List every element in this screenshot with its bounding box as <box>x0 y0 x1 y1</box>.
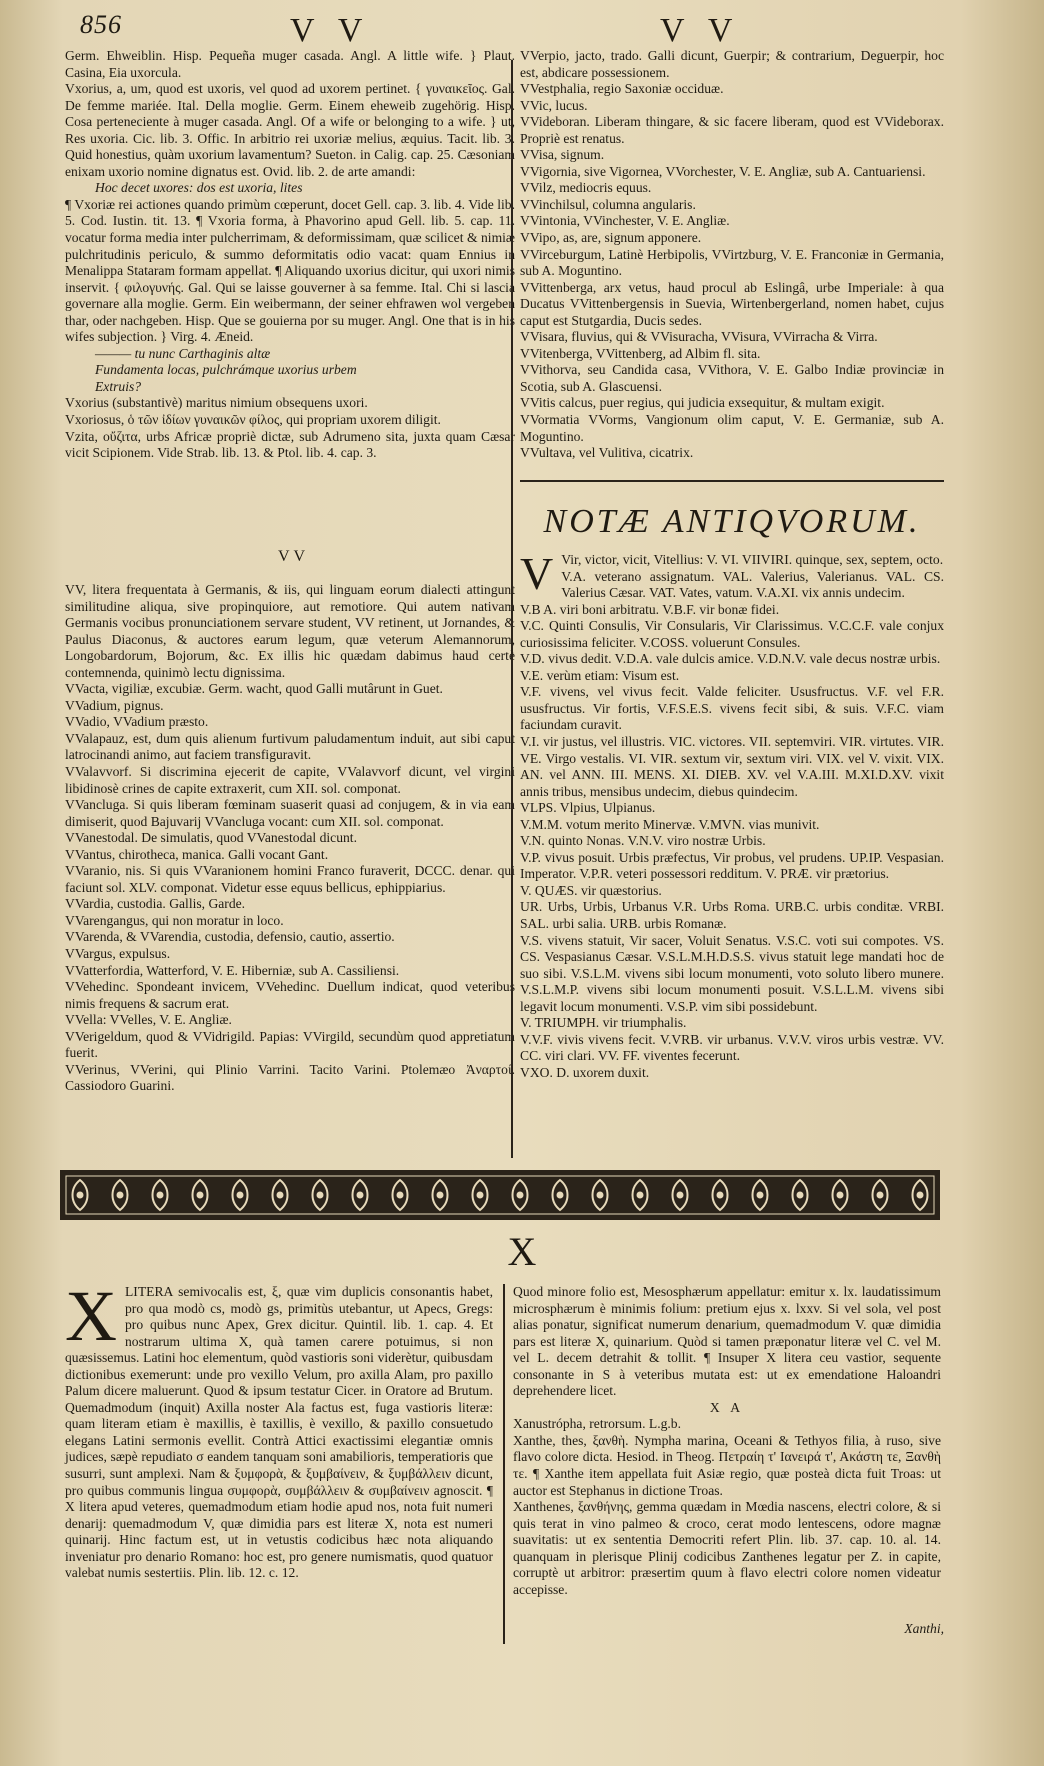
fleuron-dot <box>157 1192 163 1198</box>
entry: VVisa, signum. <box>520 147 605 163</box>
verse-quote: Hoc decet uxores: dos est uxoria, lites <box>95 180 303 196</box>
running-head-left: V V <box>290 12 371 49</box>
notae-title: NOTÆ ANTIQVORUM. <box>543 503 921 540</box>
drop-capital: V <box>520 548 554 599</box>
entry: VVultava, vel Vulitiva, cicatrix. <box>520 445 694 461</box>
entry: Xanthenes, ξανθήνης, gemma quædam in Mœdia nascens, electri colore, & si quis terat in vino palmeo & croco, cerat modo lentescens, odore magnæ suavitatis: ut ex sententia Democriti refert Plin. lib. 37. cap. 10. al. 14. quanquam in plerisque Plinij codicibus Zanthenes legatur per Z. in capite, corruptè ut arbitror: præsertim quum à flavo electri colore nomen videatur accepisse. <box>513 1499 941 1597</box>
entry: VV, litera frequentata à Germanis, & iis, qui linguam eorum dialecti attingunt similitudine aliqua, sive propinquiore, aut remotiore. Qui autem nativam Germanis vocibus pronunciationem servare student, VV retinent, ut Jornandes, & Paulus Diaconus, & auctores earum legum, quæ veterum Alemannorum, Longobardorum, Bojorum, &c. Ex illis hic quædam dabimus haud certè contemnenda, quinimò lectu dignissima. <box>65 582 515 680</box>
fleuron-dot <box>797 1192 803 1198</box>
entry: V.M.M. votum merito Minervæ. V.MVN. vias munivit. <box>520 816 820 832</box>
entry: VValavvorf. Si discrimina ejecerit de capite, VValavvorf dicunt, vel virgini libidinosè crines de capite extraxerit, cum XII. sol. componat. <box>65 764 515 796</box>
entry: ¶ Vxoriæ rei actiones quando primùm cœperunt, docet Gell. cap. 3. lib. 4. Vide lib. 5. Cod. Iustin. tit. 13. ¶ Vxoria forma, à Phavorino apud Gell. lib. 5. cap. 11. vocatur forma media inter pulcherrimam, & deformissimam, quæ scilicet & nimiæ pulchritudinis periculo, & summo deformitatis odio vacat: quam Ennius in Menalippa Stataram formam appellat. ¶ Aliquando uxorius dicitur, qui uxori nimis inservit. { φιλογυνής. Gal. Qui se laisse gouverner à sa femme. Ital. Chi si lascia governare alla moglie. Germ. Ein weibermann, der seiner ehfrawen wol vergeben thar, oder nachgeben. Hisp. Que se gouierna por su muger. Angl. One that is in his wifes subjection. } Virg. 4. Æneid. <box>65 196 515 345</box>
column-left-top <box>65 48 515 462</box>
entry: VVarengangus, qui non moratur in loco. <box>65 912 284 928</box>
entry: VValapauz, est, dum quis alienum furtivum paludamentum induit, aut sibi caput latrocinandi animo, aut faciem transfiguravit. <box>65 730 515 763</box>
fleuron-dot <box>877 1192 883 1198</box>
entry: VVantus, chirotheca, manica. Galli vocant Gant. <box>65 846 329 862</box>
verse-quote: Fundamenta locas, pulchrámque uxorius urbem <box>95 362 357 378</box>
column-divider <box>503 1284 505 1644</box>
entry: V Vir, victor, vicit, Vitellius: V. VI. VIIVIRI. quinque, sex, septem, octo. <box>520 548 944 599</box>
page-number: 856 <box>80 10 122 39</box>
fleuron-dot <box>277 1192 283 1198</box>
entry: UR. Urbs, Urbis, Urbanus V.R. Urbs Roma. URB.C. urbis conditæ. VRBI. SAL. urbi salia. URB. urbis Romanæ. <box>520 899 944 932</box>
entry: V.E. verùm etiam: Visum est. <box>520 667 680 683</box>
verse-quote: ——— tu nunc Carthaginis altæ <box>95 345 271 361</box>
entry: Xanthe, thes, ξανθὴ. Nympha marina, Oceani & Tethyos filia, à ruso, sive flavo colore dicta. Hesiod. in Theog. Πετραίη τ' Ιανειρά τ', Ακάστη τε, Ξανθὴ τε. ¶ Xanthe item appellata fuit Asiæ regio, quæ posteà dicta fuit Troas: ut auctor est Stephanus in dictione Troas. <box>513 1432 941 1498</box>
fleuron-dot <box>77 1192 83 1198</box>
fleuron-dot <box>237 1192 243 1198</box>
fleuron-dot <box>317 1192 323 1198</box>
entry: VVithorva, seu Candida casa, VVithora, V. E. Galbo Indiæ provinciæ in Scotia, sub A. Glascuensi. <box>520 362 944 394</box>
fleuron-dot <box>357 1192 363 1198</box>
entry: Vxorius, a, um, quod est uxoris, vel quod ad uxorem pertinet. { γυναικεῖος. Gal. De femme mariée. Ital. Della moglie. Germ. Einem eheweib zugehörig. Hisp. Cosa perteneciente à muger casada. Angl. Of a wife or belonging to a wife. } ut, Res uxoria. Cic. lib. 3. Offic. In arbitrio rei uxoriæ melius, æquius. Tacit. lib. 3. Quid honestius, quàm uxorium lavamentum? Sueton. in Calig. cap. 25. Cæsoniam enixam uxorio nomine dignatus est. Ovid. lib. 2. de arte amandi: <box>65 81 515 179</box>
entry: VVadium, pignus. <box>65 697 164 713</box>
fleuron-dot <box>397 1192 403 1198</box>
section-rule <box>520 480 944 482</box>
entry: VVaranio, nis. Si quis VVaranionem homini Franco furaverit, DCCC. denar. qui faciunt sol. XLV. componat. Videtur esse equus bellicus, ephippiarius. <box>65 863 515 895</box>
entry: V.A. veterano assignatum. VAL. Valerius, Valerianus. VAL. CS. Valerius Cæsar. VAT. Vates, vatum. V.A.XI. vix annis undecim. <box>561 568 944 601</box>
fleuron-dot <box>637 1192 643 1198</box>
entry: VLPS. Vlpius, Ulpianus. <box>520 800 656 816</box>
entry: VVatterfordia, Watterford, V. E. Hiberniæ, sub A. Cassiliensi. <box>65 962 400 978</box>
section-letter-x: X <box>507 1229 537 1274</box>
column-notae <box>520 548 944 1082</box>
entry: VVerinus, VVerini, qui Plinio Varrini. Tacito Varini. Ptolemæo Ἀναρτοί. Cassiodoro Guarini. <box>65 1061 515 1094</box>
section-heading-xa: X A <box>709 1399 745 1415</box>
fleuron-dot <box>437 1192 443 1198</box>
entry: VVilz, mediocris equus. <box>520 180 652 196</box>
ornament-band <box>60 1168 940 1222</box>
entry: VVic, lucus. <box>520 97 588 113</box>
entry: VVanestodal. De simulatis, quod VVanestodal dicunt. <box>65 830 357 846</box>
entry: VVideboran. Liberam thingare, & sic facere liberam, quod est VVideborax. Propriè est renatus. <box>520 114 944 146</box>
fleuron-dot <box>117 1192 123 1198</box>
column-left-vv <box>65 582 515 1095</box>
entry: V.D. vivus dedit. V.D.A. vale dulcis amice. V.D.N.V. vale decus nostræ urbis. <box>520 651 941 667</box>
entry: VVerigeldum, quod & VVidrigild. Papias: VVirgild, secundùm quod appretiatum fuerit. <box>65 1028 515 1061</box>
fleuron-dot <box>197 1192 203 1198</box>
fleuron-dot <box>597 1192 603 1198</box>
entry: VVitenberga, VVittenberg, ad Albim fl. sita. <box>520 345 761 361</box>
entry: Quod minore folio est, Mesosphærum appellatur: emitur x. lx. laudatissimum microsphærum è minimis folium: pretium ejus x. lxxv. Si vel sola, vel post alias ponatur, significat numerum denarium, quemadmodum V. quæ dimidia pars est literæ X, quinarium. Quòd si tamen præponatur literæ vel C. vel M. vel L. decem detrahit & tollit. ¶ Insuper X litera ceu vastior, sequente consonante in S à veteribus mutata est: ut ex emendatione Haloandri deprehendere licet. <box>513 1284 941 1399</box>
entry: V.B A. viri boni arbitratu. V.B.F. vir bonæ fidei. <box>520 601 780 617</box>
fleuron-dot <box>837 1192 843 1198</box>
entry: Germ. Ehweiblin. Hisp. Pequeña muger casada. Angl. A little wife. } Plaut. Casina, Eia uxorcula. <box>65 48 515 80</box>
entry: V.I. vir justus, vel illustris. VIC. victores. VII. septemviri. VIR. virtutes. VIR. VE. Virgo vestalis. VI. VIR. sextum vir, sextum viri. VIX. vel V. vixit. VIX. AN. vel ANN. III. MENS. XI. DIEB. XV. vel V.A.III. M.XI.D.XV. vixit annis tribus, mensibus undecim, diebus quindecim. <box>520 734 944 799</box>
entry: VVerpio, jacto, trado. Galli dicunt, Guerpir; & contrarium, Deguerpir, hoc est, abdicare possessionem. <box>520 48 944 80</box>
section-heading-vv: VV <box>278 548 310 565</box>
entry: Vzita, οὔζιτα, urbs Africæ propriè dictæ, sub Adrumeno sita, juxta quam Cæsar vicit Scipionem. Vide Strab. lib. 13. & Ptol. lib. 4. cap. 3. <box>65 428 515 461</box>
entry: Vxoriosus, ὁ τῶν ἰδίων γυναικῶν φίλος, qui propriam uxorem diligit. <box>65 412 441 428</box>
entry: VVancluga. Si quis liberam fœminam suaserit quasi ad conjugem, & in via eam dimiserit, quod Bajuvarij VVancluga vocant: cum XII. sol. componat. <box>65 797 515 829</box>
page-header <box>0 8 1044 50</box>
entry: Xanustrópha, retrorsum. L.g.b. <box>513 1416 681 1432</box>
entry: VVacta, vigiliæ, excubiæ. Germ. wacht, quod Galli mutârunt in Guet. <box>65 681 443 697</box>
column-divider <box>511 60 513 1158</box>
entry: V. QUÆS. vir quæstorius. <box>520 882 662 898</box>
fleuron-dot <box>557 1192 563 1198</box>
entry: V.F. vivens, vel vivus fecit. Valde feliciter. Ususfructus. V.F. vel F.R. ususfructus. Vir fortis, V.F.S.E.S. vivens fecit sibi, & suis. V.F.C. viam faciundam curavit. <box>520 684 944 733</box>
entry: VVintonia, VVinchester, V. E. Angliæ. <box>520 213 730 229</box>
entry: VVargus, expulsus. <box>65 946 171 962</box>
catchword: Xanthi, <box>904 1621 944 1636</box>
entry: V. TRIUMPH. vir triumphalis. <box>520 1015 687 1031</box>
entry: V.P. vivus posuit. Urbis præfectus, Vir probus, vel prudens. UP.IP. Vespasian. Imperator. V.P.R. veteri possessori redditum. V. PRÆ. vir prætorius. <box>520 849 944 882</box>
verse-quote: Extruis? <box>95 378 142 394</box>
entry: VVinchilsul, columna angularis. <box>520 196 696 212</box>
fleuron-dot <box>477 1192 483 1198</box>
fleuron-dot <box>917 1192 923 1198</box>
column-x-right <box>513 1284 941 1598</box>
entry: VVestphalia, regio Saxoniæ occiduæ. <box>520 81 724 97</box>
entry: VVitis calcus, puer regius, qui judicia exsequitur, & multam exigit. <box>520 395 885 411</box>
entry: VVormatia VVorms, Vangionum olim caput, V. E. Germaniæ, sub A. Moguntino. <box>520 412 944 444</box>
fleuron-dot <box>677 1192 683 1198</box>
column-x-left <box>65 1276 493 1582</box>
entry: V.C. Quinti Consulis, Vir Consularis, Vir Clarissimus. V.C.C.F. vale conjux curiosissima feliciter. V.COSS. voluerunt Consules. <box>520 618 944 650</box>
entry: VVehedinc. Spondeant invicem, VVehedinc. Duellum indicat, quod veteribus nimis frequens & sacrum erat. <box>65 979 515 1011</box>
running-head-right: V V <box>660 12 741 49</box>
drop-capital: X <box>65 1276 117 1356</box>
entry: VVella: VVelles, V. E. Angliæ. <box>65 1012 232 1028</box>
entry: VVadio, VVadium præsto. <box>65 714 209 730</box>
column-right-top <box>520 48 944 462</box>
entry: VVisara, fluvius, qui & VVisuracha, VVisura, VVirracha & Virra. <box>520 329 878 345</box>
entry: Vxorius (substantivè) maritus nimium obsequens uxori. <box>65 395 368 411</box>
entry: VVarenda, & VVarendia, custodia, defensio, cautio, assertio. <box>65 929 395 945</box>
entry: VVittenberga, arx vetus, haud procul ab Eslingâ, urbe Imperiale: à qua Ducatus VVittenbergensis in Suevia, Wirtenbergerland, nomen habet, cujus caput est Stutgardia, Ducis sedes. <box>520 279 944 328</box>
entry: VVipo, as, are, signum apponere. <box>520 230 702 246</box>
entry: XLITERA semivocalis est, ξ, quæ vim duplicis consonantis habet, pro qua modò cs, modò gs, primitùs utebantur, ut Apecs, Gregs: pro quibus nunc Apex, Grex dicitur. Quintil. lib. 1. cap. 4. Et nostrarum ultima X, quà tamen carere potuimus, si non quæsissemus. Latini hoc elementum, quòd vastioris soni viderètur, quibusdam dictionibus exemerunt: unde pro vexillo Velum, pro axilla Alam, pro paxillo Palum dicere maluerunt. Quod & ipsum testatur Cicer. in Oratore ad Brutum. Quemadmodum (inquit) Axilla noster Ala factus est, fuga vastioris literæ: quam literam etiam è maxillis, è taxillis, è vexillo, & paxillo consuetudo elegans Latini sermonis evellit. Contrà Attici exactissimi elegantiæ omnis judices, sæpè repudiato σ eandem tanquam soni amabilioris, temperatioris que susurri, sunt amplexi. Nam & ξυμφορὰ, & ξυμβαίνειν, & ξυμβάλλειν dicunt, pro quibus communis lingua συμφορὰ, συμβάλλειν & συμβαίνειν agnoscit. ¶ X litera apud veteres, quemadmodum etiam hodie apud nos, nota fuit numeri denarij: quemadmodum V, quæ dimidia pars est literæ X, nota est numeri quinarij. Hinc factum est, ut in vetustis codicibus hæc nota aliquando inveniatur pro denario Romano: hoc est, pro genere numismatis, quod quatuor valebat numis sestertiis. Plin. lib. 12. c. 12. <box>65 1276 493 1581</box>
entry: V.S. vivens statuit, Vir sacer, Voluit Senatus. V.S.C. voti sui compotes. VS. CS. Vespasianus Cæsar. V.S.L.M.H.D.S.S. vivus statuit lege mandati hoc de suo sibi. V.S.L.M. vivens sibi locum monumenti, voto soluto libero munere. V.S.L.M.P. vivens sibi locum monumenti posuit. V.S.L.L.M. vivens sibi legavit locum monumenti. V.S.P. vim sibi possidebunt. <box>520 932 944 1014</box>
entry: VVardia, custodia. Gallis, Garde. <box>65 896 246 912</box>
fleuron-dot <box>517 1192 523 1198</box>
entry: V.V.F. vivis vivens fecit. V.VRB. vir urbanus. V.V.V. viros urbis vestræ. VV. CC. viri clari. VV. FF. viventes fecerunt. <box>520 1031 944 1064</box>
entry: VVirceburgum, Latinè Herbipolis, VVirtzburg, V. E. Franconiæ in Germania, sub A. Moguntino. <box>520 246 944 279</box>
entry: V.N. quinto Nonas. V.N.V. viro nostræ Urbis. <box>520 833 766 849</box>
fleuron-dot <box>717 1192 723 1198</box>
entry: VVigornia, sive Vigornea, VVorchester, V. E. Angliæ, sub A. Cantuariensi. <box>520 163 926 179</box>
entry: VXO. D. uxorem duxit. <box>520 1064 650 1080</box>
fleuron-dot <box>757 1192 763 1198</box>
